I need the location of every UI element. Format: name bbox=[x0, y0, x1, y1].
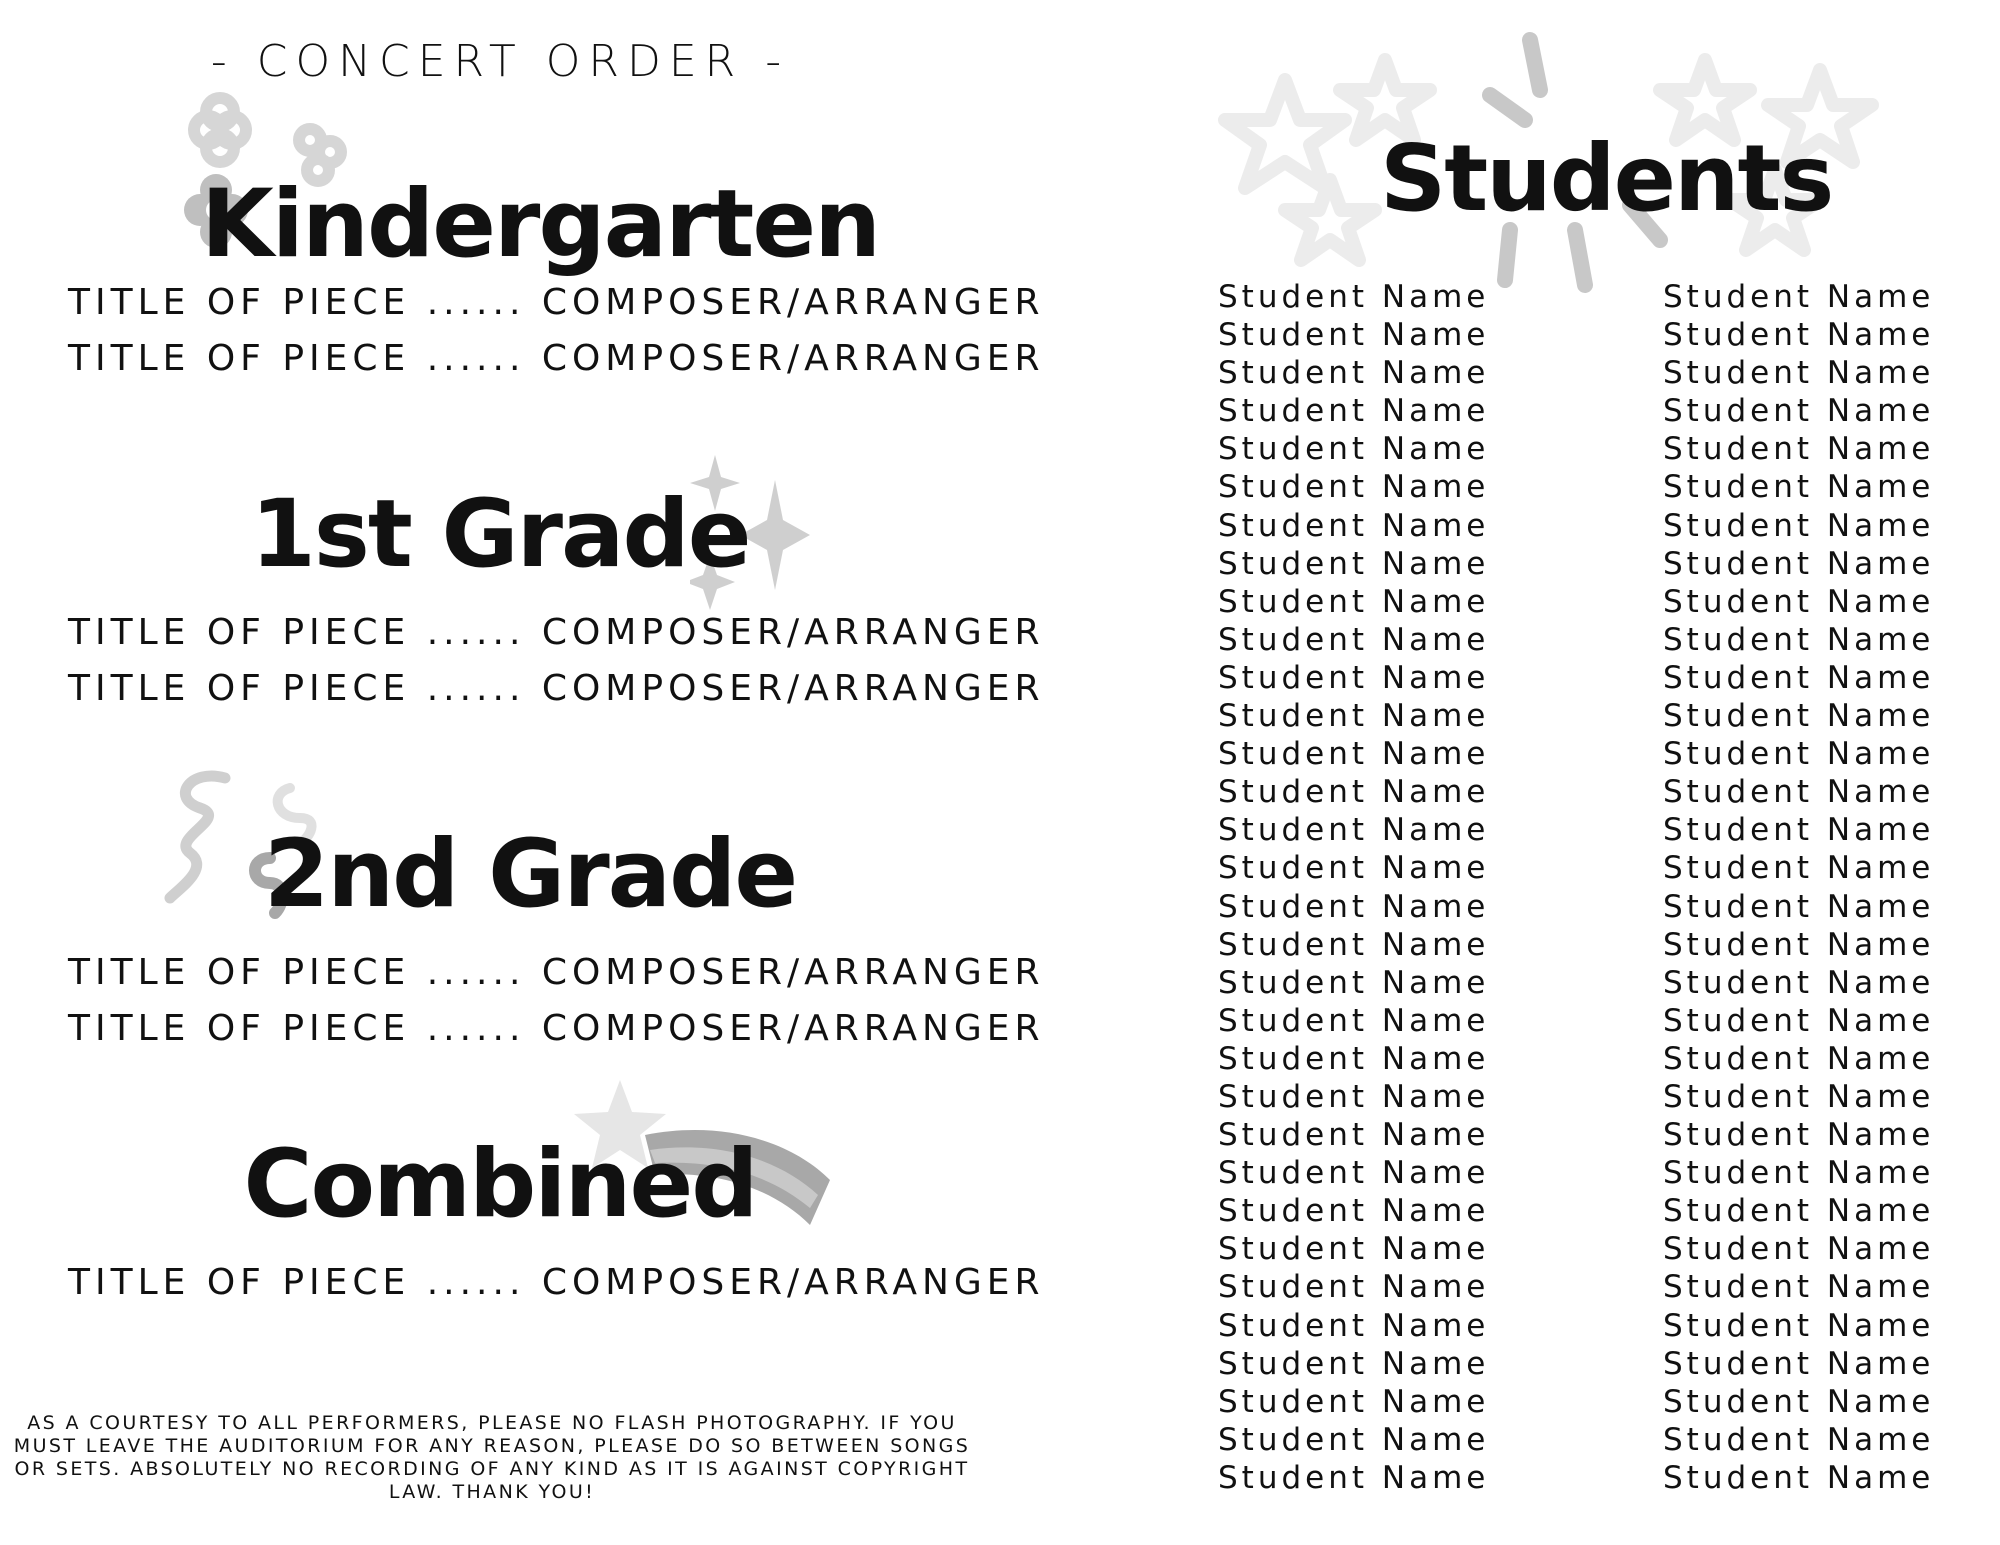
student-name: Student Name bbox=[1663, 431, 1935, 468]
student-name: Student Name bbox=[1218, 1269, 1490, 1306]
student-name: Student Name bbox=[1663, 850, 1935, 887]
student-name: Student Name bbox=[1218, 431, 1490, 468]
student-name: Student Name bbox=[1663, 888, 1935, 925]
student-name: Student Name bbox=[1663, 1307, 1935, 1344]
student-name: Student Name bbox=[1663, 1040, 1935, 1077]
student-name: Student Name bbox=[1218, 1117, 1490, 1154]
student-name: Student Name bbox=[1218, 469, 1490, 506]
student-name: Student Name bbox=[1663, 964, 1935, 1001]
section-title-kindergarten: Kindergarten bbox=[200, 170, 880, 279]
student-name: Student Name bbox=[1218, 355, 1490, 392]
student-name: Student Name bbox=[1663, 583, 1935, 620]
courtesy-notice: AS A COURTESY TO ALL PERFORMERS, PLEASE NO FLASH PHOTOGRAPHY. IF YOU MUST LEAVE THE AUDITORIUM FOR ANY REASON, PLEASE DO SO BETWEEN SONGS OR SETS. ABSOLUTELY NO RECORDING OF ANY KIND AS IT IS AGAINST COPYRIGHT LAW. THANK YOU! bbox=[13, 1412, 971, 1503]
student-name: Student Name bbox=[1663, 926, 1935, 963]
student-name: Student Name bbox=[1218, 1345, 1490, 1382]
student-name: Student Name bbox=[1663, 1459, 1935, 1496]
student-name: Student Name bbox=[1663, 279, 1935, 315]
student-name: Student Name bbox=[1218, 279, 1490, 315]
student-name: Student Name bbox=[1663, 1421, 1935, 1458]
student-name: Student Name bbox=[1218, 545, 1490, 582]
student-name: Student Name bbox=[1218, 1002, 1490, 1039]
student-name: Student Name bbox=[1663, 659, 1935, 696]
student-name: Student Name bbox=[1663, 1383, 1935, 1420]
student-name: Student Name bbox=[1218, 1307, 1490, 1344]
student-name: Student Name bbox=[1663, 1155, 1935, 1192]
student-name: Student Name bbox=[1218, 1078, 1490, 1115]
section-title-1st-grade: 1st Grade bbox=[250, 480, 750, 589]
student-name: Student Name bbox=[1663, 1002, 1935, 1039]
student-name: Student Name bbox=[1663, 507, 1935, 544]
student-name: Student Name bbox=[1663, 774, 1935, 811]
piece-line: TITLE OF PIECE ...... COMPOSER/ARRANGER bbox=[68, 668, 1045, 709]
student-name: Student Name bbox=[1218, 1193, 1490, 1230]
piece-line: TITLE OF PIECE ...... COMPOSER/ARRANGER bbox=[68, 952, 1045, 993]
student-name: Student Name bbox=[1218, 1383, 1490, 1420]
student-name: Student Name bbox=[1663, 698, 1935, 735]
student-name: Student Name bbox=[1663, 1078, 1935, 1115]
section-title-2nd-grade: 2nd Grade bbox=[263, 820, 797, 929]
student-name: Student Name bbox=[1663, 1345, 1935, 1382]
student-name: Student Name bbox=[1663, 469, 1935, 506]
student-name: Student Name bbox=[1218, 507, 1490, 544]
student-name: Student Name bbox=[1663, 393, 1935, 430]
concert-order-header: - CONCERT ORDER - bbox=[210, 36, 790, 87]
student-name: Student Name bbox=[1663, 1231, 1935, 1268]
student-name: Student Name bbox=[1218, 850, 1490, 887]
student-name: Student Name bbox=[1218, 317, 1490, 354]
section-title-combined: Combined bbox=[243, 1130, 757, 1239]
student-name: Student Name bbox=[1218, 698, 1490, 735]
student-name: Student Name bbox=[1663, 736, 1935, 773]
piece-line: TITLE OF PIECE ...... COMPOSER/ARRANGER bbox=[68, 1008, 1045, 1049]
student-name: Student Name bbox=[1663, 1269, 1935, 1306]
student-name: Student Name bbox=[1218, 393, 1490, 430]
student-name: Student Name bbox=[1218, 888, 1490, 925]
student-column-left bbox=[1218, 278, 1489, 1497]
piece-line: TITLE OF PIECE ...... COMPOSER/ARRANGER bbox=[68, 1262, 1045, 1303]
student-name: Student Name bbox=[1218, 621, 1490, 658]
student-name: Student Name bbox=[1663, 355, 1935, 392]
piece-line: TITLE OF PIECE ...... COMPOSER/ARRANGER bbox=[68, 612, 1045, 653]
students-title: Students bbox=[1380, 125, 1833, 232]
student-name: Student Name bbox=[1218, 1231, 1490, 1268]
student-name: Student Name bbox=[1218, 964, 1490, 1001]
student-name: Student Name bbox=[1218, 736, 1490, 773]
student-name: Student Name bbox=[1663, 545, 1935, 582]
student-name: Student Name bbox=[1663, 317, 1935, 354]
student-name: Student Name bbox=[1218, 1040, 1490, 1077]
piece-line: TITLE OF PIECE ...... COMPOSER/ARRANGER bbox=[68, 282, 1045, 323]
student-name: Student Name bbox=[1663, 812, 1935, 849]
student-name: Student Name bbox=[1218, 659, 1490, 696]
piece-line: TITLE OF PIECE ...... COMPOSER/ARRANGER bbox=[68, 338, 1045, 379]
student-name: Student Name bbox=[1218, 583, 1490, 620]
student-name: Student Name bbox=[1218, 1155, 1490, 1192]
student-name: Student Name bbox=[1218, 1421, 1490, 1458]
student-name: Student Name bbox=[1218, 1459, 1490, 1496]
student-name: Student Name bbox=[1663, 1193, 1935, 1230]
student-name: Student Name bbox=[1218, 812, 1490, 849]
student-name: Student Name bbox=[1218, 926, 1490, 963]
student-name: Student Name bbox=[1663, 621, 1935, 658]
student-column-right bbox=[1663, 278, 1934, 1497]
student-name: Student Name bbox=[1218, 774, 1490, 811]
student-name: Student Name bbox=[1663, 1117, 1935, 1154]
